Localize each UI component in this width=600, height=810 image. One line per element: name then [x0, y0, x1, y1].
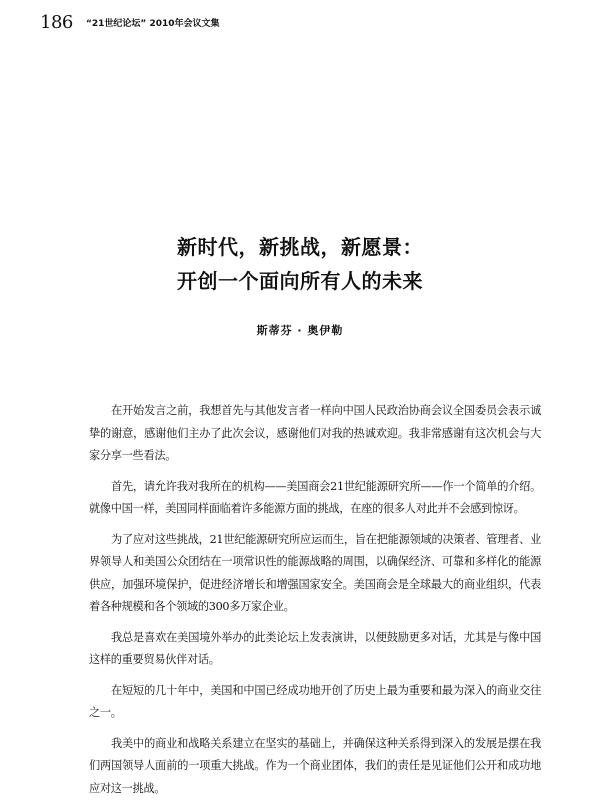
paragraph: 首先，请允许我对我所在的机构——美国商会21世纪能源研究所——作一个简单的介绍。就像中国一样，美国同样面临着许多能源方面的挑战，在座的很多人对此并不会感到惊讶。 [89, 479, 541, 515]
article-body [89, 400, 541, 808]
page-number: 186 [40, 12, 73, 33]
page-header [40, 12, 220, 33]
running-head: “21世纪论坛” 2010年会议文集 [85, 19, 220, 29]
paragraph: 为了应对这些挑战，21世纪能源研究所应运而生，旨在把能源领域的决策者、管理者、业界领导人和美国公众团结在一项常识性的能源战略的周围，以确保经济、可靠和多样化的能源供应，加强环境保护，促进经济增长和增强国家安全。美国商会是全球最大的商业组织，代表着各种规模和各个领域的300多万家企业。 [89, 532, 541, 613]
paragraph: 在短短的几十年中，美国和中国已经成功地开创了历史上最为重要和最为深入的商业交往之一。 [89, 683, 541, 719]
article-title [0, 230, 600, 298]
paragraph: 我美中的商业和战略关系建立在坚实的基础上，并确保这种关系得到深入的发展是摆在我们两国领导人面前的一项重大挑战。作为一个商业团体，我们的责任是见证他们公开和成功地应对这一挑战。 [89, 736, 541, 795]
paragraph: 我总是喜欢在美国境外举办的此类论坛上发表演讲，以便鼓励更多对话，尤其是与像中国这样的重要贸易伙伴对话。 [89, 630, 541, 666]
paragraph: 在开始发言之前，我想首先与其他发言者一样向中国人民政治协商会议全国委员会表示诚挚的谢意，感谢他们主办了此次会议，感谢他们对我的热诚欢迎。我非常感谢有这次机会与大家分享一些看法。 [89, 404, 541, 462]
author-name: 斯蒂芬 · 奥伊勒 [256, 324, 344, 337]
title-line-2: 开创一个面向所有人的未来 [177, 269, 423, 293]
title-line-1: 新时代，新挑战，新愿景： [177, 235, 423, 259]
